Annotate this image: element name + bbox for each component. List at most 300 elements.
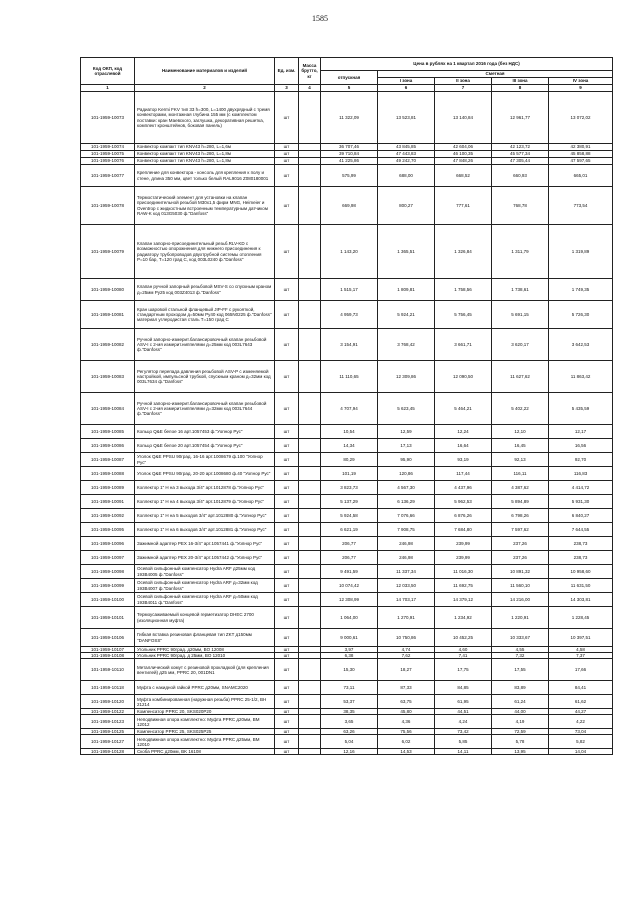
row-price-zone-2: 61,95 <box>435 695 492 709</box>
row-code: 101-1959-10079 <box>81 225 135 279</box>
row-price-release: 5 137,29 <box>321 495 378 509</box>
row-unit: шт <box>275 393 299 425</box>
row-price-zone-1: 12,59 <box>378 425 435 439</box>
row-price-release: 11 322,09 <box>321 92 378 144</box>
row-price-zone-1: 7 908,75 <box>378 523 435 537</box>
row-price-release: 1 064,00 <box>321 607 378 629</box>
row-price-release: 3,97 <box>321 647 378 653</box>
row-price-release: 41 225,86 <box>321 158 378 165</box>
row-price-zone-2: 5,85 <box>435 735 492 749</box>
row-name: Ручной запорно-измерит.балансировочный клапан резьбовой ASV-I с 2-мя измерит.ниппелями д=32мм код 003L7644 ф."Danfoss" <box>135 393 275 425</box>
column-number: 5 <box>321 85 378 92</box>
row-price-zone-1: 13 523,81 <box>378 92 435 144</box>
table-row <box>81 495 613 509</box>
row-price-zone-1: 1 365,51 <box>378 225 435 279</box>
row-price-release: 206,77 <box>321 537 378 551</box>
row-price-zone-3: 10 333,67 <box>492 629 549 647</box>
row-price-zone-4: 47 597,65 <box>549 158 613 165</box>
row-price-zone-1: 246,98 <box>378 537 435 551</box>
column-number-row <box>81 85 613 92</box>
row-mass <box>299 453 321 467</box>
row-name: Осевой сильфонный компенсатор Hydra ARF д=32мм код 193B4007 ф."Danfoss" <box>135 579 275 593</box>
row-name: Конвектор компакт тип KNV43 h=280, L=1,6м <box>135 144 275 151</box>
row-code: 101-1959-10097 <box>81 551 135 565</box>
row-code: 101-1959-10091 <box>81 495 135 509</box>
row-unit: шт <box>275 425 299 439</box>
row-unit: шт <box>275 361 299 393</box>
row-price-zone-4: 44,27 <box>549 709 613 715</box>
row-price-zone-2: 5 464,21 <box>435 393 492 425</box>
row-unit: шт <box>275 653 299 659</box>
row-price-zone-4: 5 726,30 <box>549 301 613 329</box>
row-code: 101-1959-10088 <box>81 467 135 481</box>
row-mass <box>299 158 321 165</box>
row-name: Конвектор компакт тип KNV43 h=280, L=1,8м <box>135 151 275 158</box>
row-price-zone-3: 11 627,62 <box>492 361 549 393</box>
row-code: 101-1959-10095 <box>81 523 135 537</box>
row-price-zone-1: 43 845,85 <box>378 144 435 151</box>
row-mass <box>299 439 321 453</box>
row-price-zone-4: 4,58 <box>549 647 613 653</box>
row-mass <box>299 565 321 579</box>
row-price-zone-1: 688,00 <box>378 165 435 187</box>
row-price-zone-2: 14,11 <box>435 749 492 755</box>
row-unit: шт <box>275 158 299 165</box>
row-price-zone-2: 11 016,30 <box>435 565 492 579</box>
table-row <box>81 425 613 439</box>
row-price-zone-1: 12 033,50 <box>378 579 435 593</box>
row-price-zone-3: 5 402,22 <box>492 393 549 425</box>
row-price-release: 9 000,61 <box>321 629 378 647</box>
row-price-zone-1: 120,86 <box>378 467 435 481</box>
row-price-zone-4: 42 380,91 <box>549 144 613 151</box>
row-name: Угольник PPRC 90град. д20мм, BO 12008 <box>135 647 275 653</box>
row-code: 101-1959-10098 <box>81 565 135 579</box>
row-price-zone-3: 13,95 <box>492 749 549 755</box>
row-price-zone-2: 1 758,56 <box>435 279 492 301</box>
row-price-zone-2: 117,44 <box>435 467 492 481</box>
row-code: 101-1959-10123 <box>81 715 135 729</box>
row-price-zone-2: 668,52 <box>435 165 492 187</box>
row-price-zone-2: 4,60 <box>435 647 492 653</box>
row-price-zone-3: 4,19 <box>492 715 549 729</box>
row-price-zone-2: 12 090,50 <box>435 361 492 393</box>
row-code: 101-1959-10118 <box>81 681 135 695</box>
row-mass <box>299 629 321 647</box>
row-name: Неподвижная опора комплектно: Муфта PPRC д25мм, BM 12010 <box>135 735 275 749</box>
row-mass <box>299 225 321 279</box>
row-price-release: 38,35 <box>321 709 378 715</box>
row-price-zone-4: 5,82 <box>549 735 613 749</box>
row-name: Уголок Q&E PPSU 90град. 16-16 арт.1008679 ф.100 "Уопнор Рус" <box>135 453 275 467</box>
row-price-zone-1: 5 623,45 <box>378 393 435 425</box>
row-price-zone-4: 4,22 <box>549 715 613 729</box>
row-code: 101-1959-10122 <box>81 709 135 715</box>
table-row <box>81 551 613 565</box>
row-price-release: 15,30 <box>321 659 378 681</box>
row-price-zone-3: 3 620,17 <box>492 329 549 361</box>
row-name: Уголок Q&E PPSU 90град. 20-20 арт.1008680 ф.40 "Уопнор Рус" <box>135 467 275 481</box>
row-price-zone-4: 61,62 <box>549 695 613 709</box>
row-price-zone-4: 238,73 <box>549 537 613 551</box>
table-body <box>81 92 613 755</box>
column-number: 2 <box>135 85 275 92</box>
table-row <box>81 439 613 453</box>
table-row <box>81 629 613 647</box>
row-code: 101-1959-10086 <box>81 439 135 453</box>
row-unit: шт <box>275 92 299 144</box>
row-price-release: 73,11 <box>321 681 378 695</box>
row-mass <box>299 467 321 481</box>
row-price-zone-4: 7,37 <box>549 653 613 659</box>
row-mass <box>299 329 321 361</box>
row-price-zone-1: 4,36 <box>378 715 435 729</box>
row-name: Коллектор 1" Н на 4 выхода 3/4" арт.1012879 ф."Уопнор Рус" <box>135 495 275 509</box>
row-price-zone-2: 5 756,45 <box>435 301 492 329</box>
row-price-zone-2: 46 100,35 <box>435 151 492 158</box>
row-price-zone-1: 17,13 <box>378 439 435 453</box>
table-row <box>81 749 613 755</box>
table-row <box>81 659 613 681</box>
row-price-zone-4: 12,17 <box>549 425 613 439</box>
row-mass <box>299 279 321 301</box>
row-price-zone-3: 47 305,44 <box>492 158 549 165</box>
row-unit: шт <box>275 187 299 225</box>
table-row <box>81 735 613 749</box>
row-price-zone-4: 5 931,30 <box>549 495 613 509</box>
row-unit: шт <box>275 729 299 735</box>
table-row <box>81 165 613 187</box>
table-row <box>81 607 613 629</box>
row-price-release: 10,54 <box>321 425 378 439</box>
row-price-zone-2: 17,75 <box>435 659 492 681</box>
row-code: 101-1959-10106 <box>81 629 135 647</box>
row-price-zone-3: 237,26 <box>492 537 549 551</box>
row-price-zone-3: 14 216,00 <box>492 593 549 607</box>
row-price-zone-3: 12 961,77 <box>492 92 549 144</box>
row-price-zone-1: 4 567,30 <box>378 481 435 495</box>
row-price-zone-1: 75,56 <box>378 729 435 735</box>
row-name: Компенсатор PPRC 20, SKS020P20 <box>135 709 275 715</box>
row-price-zone-1: 246,98 <box>378 551 435 565</box>
row-name: Муфта с накидной гайкой PPRC д20мм, SNAMC2020 <box>135 681 275 695</box>
row-mass <box>299 151 321 158</box>
row-price-release: 5,04 <box>321 735 378 749</box>
row-price-release: 80,29 <box>321 453 378 467</box>
row-price-release: 3,65 <box>321 715 378 729</box>
row-mass <box>299 425 321 439</box>
row-price-zone-1: 10 750,86 <box>378 629 435 647</box>
column-number: 8 <box>492 85 549 92</box>
row-price-zone-1: 7 076,66 <box>378 509 435 523</box>
row-unit: шт <box>275 329 299 361</box>
row-price-zone-1: 14,53 <box>378 749 435 755</box>
row-mass <box>299 607 321 629</box>
row-price-zone-3: 10 891,32 <box>492 565 549 579</box>
row-name: Кран шаровой стальной фланцевый JIP-FF с рукояткой, стандартным проходом д=50мм Ру40 код 065N0225 ф."Danfoss" материал углеродистая сталь T=150 град С <box>135 301 275 329</box>
row-price-zone-2: 84,85 <box>435 681 492 695</box>
row-unit: шт <box>275 481 299 495</box>
row-price-zone-1: 12 309,86 <box>378 361 435 393</box>
table-row <box>81 151 613 158</box>
row-price-release: 11 110,65 <box>321 361 378 393</box>
row-unit: шт <box>275 593 299 607</box>
row-code: 101-1959-10080 <box>81 279 135 301</box>
row-price-zone-2: 44,51 <box>435 709 492 715</box>
table-row <box>81 393 613 425</box>
row-price-zone-3: 17,55 <box>492 659 549 681</box>
row-price-zone-1: 14 703,17 <box>378 593 435 607</box>
row-name: Регулятор перепада давления резьбовой ASV-P с изменяемой настройкой, импульсной трубкой, спускным краном д=32мм код 003L7634 ф."Danfoss" <box>135 361 275 393</box>
row-price-zone-4: 3 642,53 <box>549 329 613 361</box>
row-price-release: 575,99 <box>321 165 378 187</box>
row-price-zone-3: 4,55 <box>492 647 549 653</box>
column-number: 1 <box>81 85 135 92</box>
row-mass <box>299 165 321 187</box>
row-price-zone-3: 72,59 <box>492 729 549 735</box>
row-code: 101-1959-10083 <box>81 361 135 393</box>
row-name: Гибкая вставка резиновая фланцевая тип ZKT д150мм "DANFOSS" <box>135 629 275 647</box>
row-price-zone-1: 95,90 <box>378 453 435 467</box>
row-price-zone-4: 73,04 <box>549 729 613 735</box>
row-name: Зажимной адаптер PEX 20-3/4" арт.1057442 ф."Уопнор Рус" <box>135 551 275 565</box>
row-unit: шт <box>275 659 299 681</box>
row-price-zone-2: 239,99 <box>435 551 492 565</box>
row-price-zone-4: 13 072,02 <box>549 92 613 144</box>
header-zone-1: I зона <box>378 78 435 85</box>
row-price-zone-4: 45 858,88 <box>549 151 613 158</box>
row-price-release: 206,77 <box>321 551 378 565</box>
price-table <box>80 57 613 755</box>
row-price-zone-3: 83,89 <box>492 681 549 695</box>
row-unit: шт <box>275 715 299 729</box>
row-code: 101-1959-10128 <box>81 749 135 755</box>
row-price-release: 4 707,94 <box>321 393 378 425</box>
row-price-zone-3: 12,10 <box>492 425 549 439</box>
header-zone-4: IV зона <box>549 78 613 85</box>
row-code: 101-1959-10107 <box>81 647 135 653</box>
row-price-zone-4: 238,73 <box>549 551 613 565</box>
row-price-zone-3: 116,11 <box>492 467 549 481</box>
row-unit: шт <box>275 695 299 709</box>
table-row <box>81 92 613 144</box>
row-name: Компенсатор PPRC 25, SKS025P25 <box>135 729 275 735</box>
row-name: Осевой сильфонный компенсатор Hydra ARF д25мм код 193B4005 ф."Danfoss" <box>135 565 275 579</box>
row-price-zone-2: 1 326,84 <box>435 225 492 279</box>
row-price-zone-2: 7,41 <box>435 653 492 659</box>
row-name: Угольник PPRC 90град. д 25мм, BO 12010 <box>135 653 275 659</box>
row-price-release: 669,98 <box>321 187 378 225</box>
row-price-zone-4: 10 958,60 <box>549 565 613 579</box>
row-price-zone-2: 13 140,84 <box>435 92 492 144</box>
row-mass <box>299 681 321 695</box>
row-code: 101-1959-10074 <box>81 144 135 151</box>
row-price-zone-1: 1 270,91 <box>378 607 435 629</box>
row-price-release: 14,34 <box>321 439 378 453</box>
row-unit: шт <box>275 749 299 755</box>
row-price-zone-1: 87,33 <box>378 681 435 695</box>
row-price-release: 39 710,84 <box>321 151 378 158</box>
row-price-zone-3: 42 123,72 <box>492 144 549 151</box>
row-unit: шт <box>275 453 299 467</box>
row-mass <box>299 749 321 755</box>
row-mass <box>299 579 321 593</box>
row-price-zone-4: 11 631,50 <box>549 579 613 593</box>
row-price-zone-4: 84,41 <box>549 681 613 695</box>
row-price-zone-2: 16,64 <box>435 439 492 453</box>
table-row <box>81 361 613 393</box>
row-price-zone-3: 92,13 <box>492 453 549 467</box>
column-number: 9 <box>549 85 613 92</box>
table-row <box>81 509 613 523</box>
row-price-zone-2: 42 604,06 <box>435 144 492 151</box>
row-price-zone-3: 768,78 <box>492 187 549 225</box>
row-mass <box>299 659 321 681</box>
row-price-zone-2: 4 437,96 <box>435 481 492 495</box>
header-zone-2: II зона <box>435 78 492 85</box>
table-row <box>81 681 613 695</box>
row-price-release: 6 621,19 <box>321 523 378 537</box>
row-unit: шт <box>275 709 299 715</box>
row-price-zone-1: 18,27 <box>378 659 435 681</box>
row-price-zone-3: 4 387,62 <box>492 481 549 495</box>
row-price-release: 4 959,73 <box>321 301 378 329</box>
row-mass <box>299 495 321 509</box>
row-code: 101-1959-10078 <box>81 187 135 225</box>
row-unit: шт <box>275 279 299 301</box>
table-row <box>81 715 613 729</box>
row-price-release: 9 491,59 <box>321 565 378 579</box>
row-price-zone-1: 4,74 <box>378 647 435 653</box>
row-mass <box>299 481 321 495</box>
row-name: Клапан запорно-присоединительный резьб.RLV-KD с возможностью опорожнения для нижнего присоединения к радиатору трубопроводов двухтрубной системы отопления P=10 бар, T=120 град С, код 003L0240 ф."Danfoss" <box>135 225 275 279</box>
row-price-zone-3: 1 220,91 <box>492 607 549 629</box>
row-price-zone-4: 665,01 <box>549 165 613 187</box>
row-mass <box>299 551 321 565</box>
row-code: 101-1959-10081 <box>81 301 135 329</box>
row-name: Кольцо Q&E белое 20 арт.1057454 ф."Уопнор Рус" <box>135 439 275 453</box>
row-name: Термостатический элемент для установки на клапан присоединительной резьбой M30x1,5 фирм MNG, Heimeier и Oventrop с жидкостным встроенным температурным датчиком RAW-K код 013G5030 ф."Danfoss" <box>135 187 275 225</box>
row-price-zone-4: 773,54 <box>549 187 613 225</box>
row-price-zone-4: 14 303,81 <box>549 593 613 607</box>
row-code: 101-1959-10077 <box>81 165 135 187</box>
row-price-zone-3: 7,32 <box>492 653 549 659</box>
table-row <box>81 695 613 709</box>
row-price-zone-4: 16,56 <box>549 439 613 453</box>
row-price-zone-4: 1 228,45 <box>549 607 613 629</box>
row-code: 101-1959-10096 <box>81 537 135 551</box>
column-number: 4 <box>299 85 321 92</box>
header-name: Наименование материалов и изделий <box>135 58 275 85</box>
row-price-zone-3: 5 894,89 <box>492 495 549 509</box>
row-price-zone-4: 17,66 <box>549 659 613 681</box>
row-price-release: 101,19 <box>321 467 378 481</box>
row-price-zone-4: 14,04 <box>549 749 613 755</box>
row-name: Крепление для конвектора - консоль для крепления к полу и стене, длина 350 мм, цвет только белый RAL9016 Z080180001 <box>135 165 275 187</box>
row-mass <box>299 523 321 537</box>
row-price-release: 1 515,17 <box>321 279 378 301</box>
row-price-zone-2: 5 962,53 <box>435 495 492 509</box>
table-row <box>81 481 613 495</box>
row-name: Клапан ручной запорный резьбовой MSV-S со спускным краном д=25мм Ру25 код 003Z4013 ф."Danfoss" <box>135 279 275 301</box>
table-row <box>81 579 613 593</box>
row-price-zone-4: 5 435,59 <box>549 393 613 425</box>
row-code: 101-1959-10084 <box>81 393 135 425</box>
row-price-zone-2: 239,99 <box>435 537 492 551</box>
row-price-zone-4: 7 644,55 <box>549 523 613 537</box>
row-unit: шт <box>275 144 299 151</box>
row-price-zone-1: 5 924,21 <box>378 301 435 329</box>
row-name: Ручной запорно-измерит.балансировочный клапан резьбовой ASV-I с 2-мя измерит.ниппелями д=25мм код 003L7643 ф."Danfoss" <box>135 329 275 361</box>
row-code: 101-1959-10087 <box>81 453 135 467</box>
table-row <box>81 453 613 467</box>
row-unit: шт <box>275 565 299 579</box>
row-price-zone-3: 16,45 <box>492 439 549 453</box>
row-code: 101-1959-10127 <box>81 735 135 749</box>
row-price-zone-4: 11 863,42 <box>549 361 613 393</box>
row-price-zone-2: 10 452,25 <box>435 629 492 647</box>
header-zone-3: III зона <box>492 78 549 85</box>
row-price-zone-1: 800,27 <box>378 187 435 225</box>
row-price-zone-1: 6,02 <box>378 735 435 749</box>
row-code: 101-1959-10101 <box>81 607 135 629</box>
row-price-zone-3: 5,78 <box>492 735 549 749</box>
header-release: отпускная <box>321 71 378 85</box>
row-code: 101-1959-10099 <box>81 579 135 593</box>
row-price-zone-1: 45,80 <box>378 709 435 715</box>
row-code: 101-1959-10092 <box>81 509 135 523</box>
row-unit: шт <box>275 681 299 695</box>
row-name: Зажимной адаптер PEX 16-3/4" арт.1057441 ф."Уопнор Рус" <box>135 537 275 551</box>
row-price-release: 53,37 <box>321 695 378 709</box>
row-mass <box>299 509 321 523</box>
row-price-release: 3 154,91 <box>321 329 378 361</box>
row-name: Неподвижная опора комплектно: Муфта PPRC д20мм, BM 12012 <box>135 715 275 729</box>
row-price-zone-2: 3 661,71 <box>435 329 492 361</box>
row-unit: шт <box>275 607 299 629</box>
row-price-zone-3: 660,93 <box>492 165 549 187</box>
row-price-zone-1: 47 443,83 <box>378 151 435 158</box>
row-mass <box>299 735 321 749</box>
row-price-zone-3: 237,26 <box>492 551 549 565</box>
row-mass <box>299 695 321 709</box>
row-unit: шт <box>275 495 299 509</box>
row-price-zone-3: 61,24 <box>492 695 549 709</box>
column-number: 6 <box>378 85 435 92</box>
table-row <box>81 593 613 607</box>
row-unit: шт <box>275 151 299 158</box>
row-code: 101-1959-10076 <box>81 158 135 165</box>
row-mass <box>299 144 321 151</box>
row-unit: шт <box>275 225 299 279</box>
header-code: Код ОКП, код отраслевой <box>81 58 135 85</box>
row-price-zone-1: 63,75 <box>378 695 435 709</box>
row-price-zone-2: 12,24 <box>435 425 492 439</box>
row-unit: шт <box>275 509 299 523</box>
row-mass <box>299 393 321 425</box>
header-estimate: Сметная <box>378 71 613 78</box>
row-mass <box>299 187 321 225</box>
table-row <box>81 279 613 301</box>
row-name: Осевой сильфонный компенсатор Hydra ARF д=50мм код 193B4011 ф."Danfoss" <box>135 593 275 607</box>
column-number: 3 <box>275 85 299 92</box>
row-price-zone-2: 4,24 <box>435 715 492 729</box>
row-mass <box>299 92 321 144</box>
row-price-zone-3: 1 311,79 <box>492 225 549 279</box>
row-code: 101-1959-10082 <box>81 329 135 361</box>
row-price-zone-4: 6 840,27 <box>549 509 613 523</box>
row-code: 101-1959-10075 <box>81 151 135 158</box>
